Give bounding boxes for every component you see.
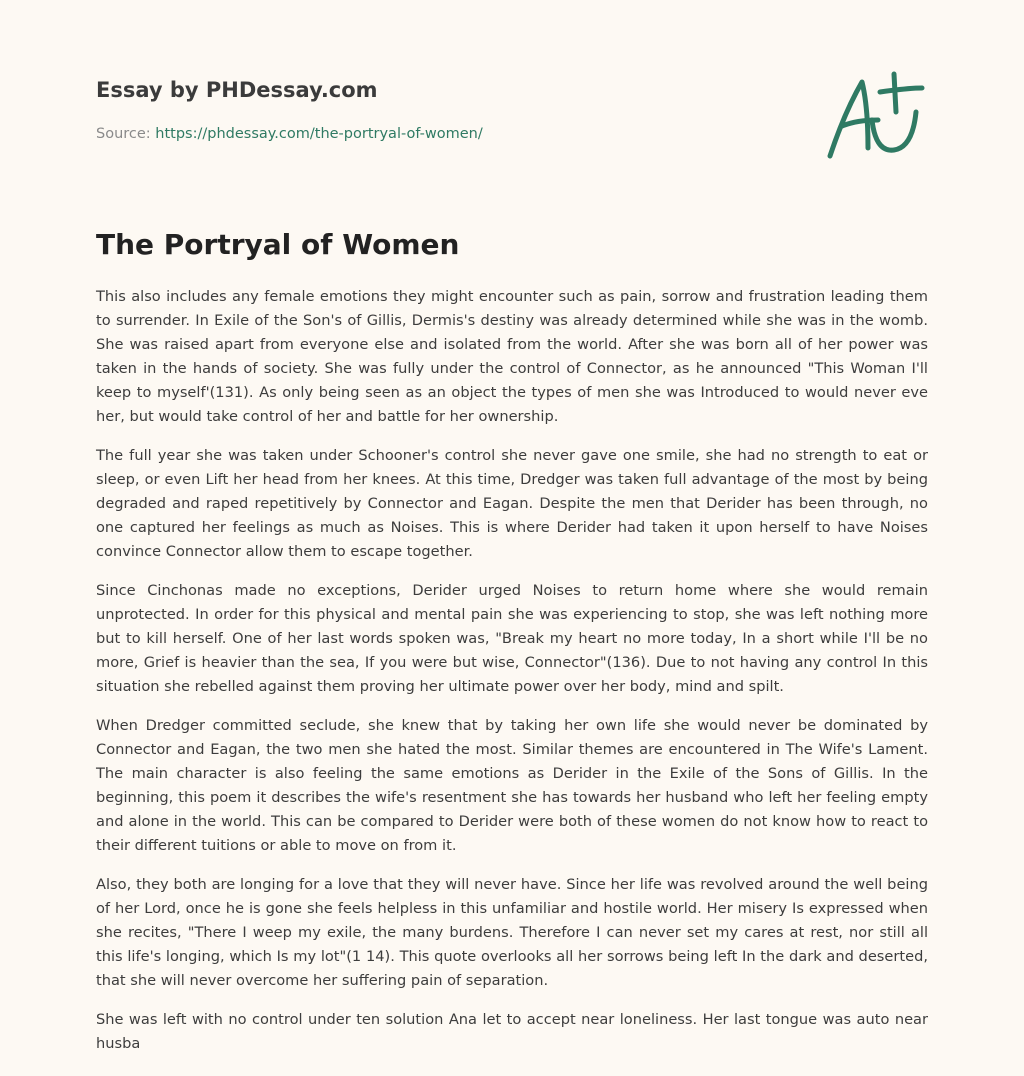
essay-paragraph: When Dredger committed seclude, she knew that by taking her own life she would never be dominated by Connector and Eagan, the two men she hated the most. Similar themes are encountered in The Wife's Lament. The main character is also feeling the same emotions as Derider in the Exile of the Sons of Gillis. In the beginning, this poem it describes the wife's resentment she has towards her husband who left her feeling empty and alone in the world. This can be compared to Derider were both of these women do not know how to react to their different tuitions or able to move on from it.: [96, 717, 928, 854]
essay-body: [96, 285, 928, 1071]
essay-header: [96, 76, 928, 144]
essay-title: The Portryal of Women: [96, 228, 460, 261]
essay-paragraph: This also includes any female emotions they might encounter such as pain, sorrow and frustration leading them to surrender. In Exile of the Son's of Gillis, Dermis's destiny was already determined while she was in the womb. She was raised apart from everyone else and isolated from the world. After she was born all of her power was taken in the hands of society. She was fully under the control of Connector, as he announced "This Woman I'll keep to myself'(131). As only being seen as an object the types of men she was Introduced to would never eve her, but would take control of her and battle for her ownership.: [96, 288, 928, 425]
source-label: Source:: [96, 126, 156, 142]
a-plus-icon: [822, 68, 926, 164]
source-link[interactable]: https://phdessay.com/the-portryal-of-women/: [155, 126, 483, 142]
a-plus-logo: [822, 68, 926, 164]
essay-paragraph: Also, they both are longing for a love that they will never have. Since her life was revolved around the well being of her Lord, once he is gone she feels helpless in this unfamiliar and hostile world. Her misery Is expressed when she recites, "There I weep my exile, the many burdens. Therefore I can never set my cares at rest, nor still all this life's longing, which Is my lot"(1 14). This quote overlooks all her sorrows being left In the dark and deserted, that she will never overcome her suffering pain of separation.: [96, 876, 928, 989]
essay-paragraph: Since Cinchonas made no exceptions, Derider urged Noises to return home where she would remain unprotected. In order for this physical and mental pain she was experiencing to stop, she was left nothing more but to kill herself. One of her last words spoken was, "Break my heart no more today, In a short while I'll be no more, Grief is heavier than the sea, If you were but wise, Connector"(136). Due to not having any control In this situation she rebelled against them proving her ultimate power over her body, mind and spilt.: [96, 582, 928, 695]
essay-paragraph: The full year she was taken under Schooner's control she never gave one smile, she had no strength to eat or sleep, or even Lift her head from her knees. At this time, Dredger was taken full advantage of the most by being degraded and raped repetitively by Connector and Eagan. Despite the men that Derider has been through, no one captured her feelings as much as Noises. This is where Derider had taken it upon herself to have Noises convince Connector allow them to escape together.: [96, 447, 928, 560]
source-line: [96, 124, 928, 144]
site-title: Essay by PHDessay.com: [96, 78, 378, 102]
essay-paragraph: She was left with no control under ten solution Ana let to accept near loneliness. Her last tongue was auto near husba: [96, 1011, 928, 1052]
